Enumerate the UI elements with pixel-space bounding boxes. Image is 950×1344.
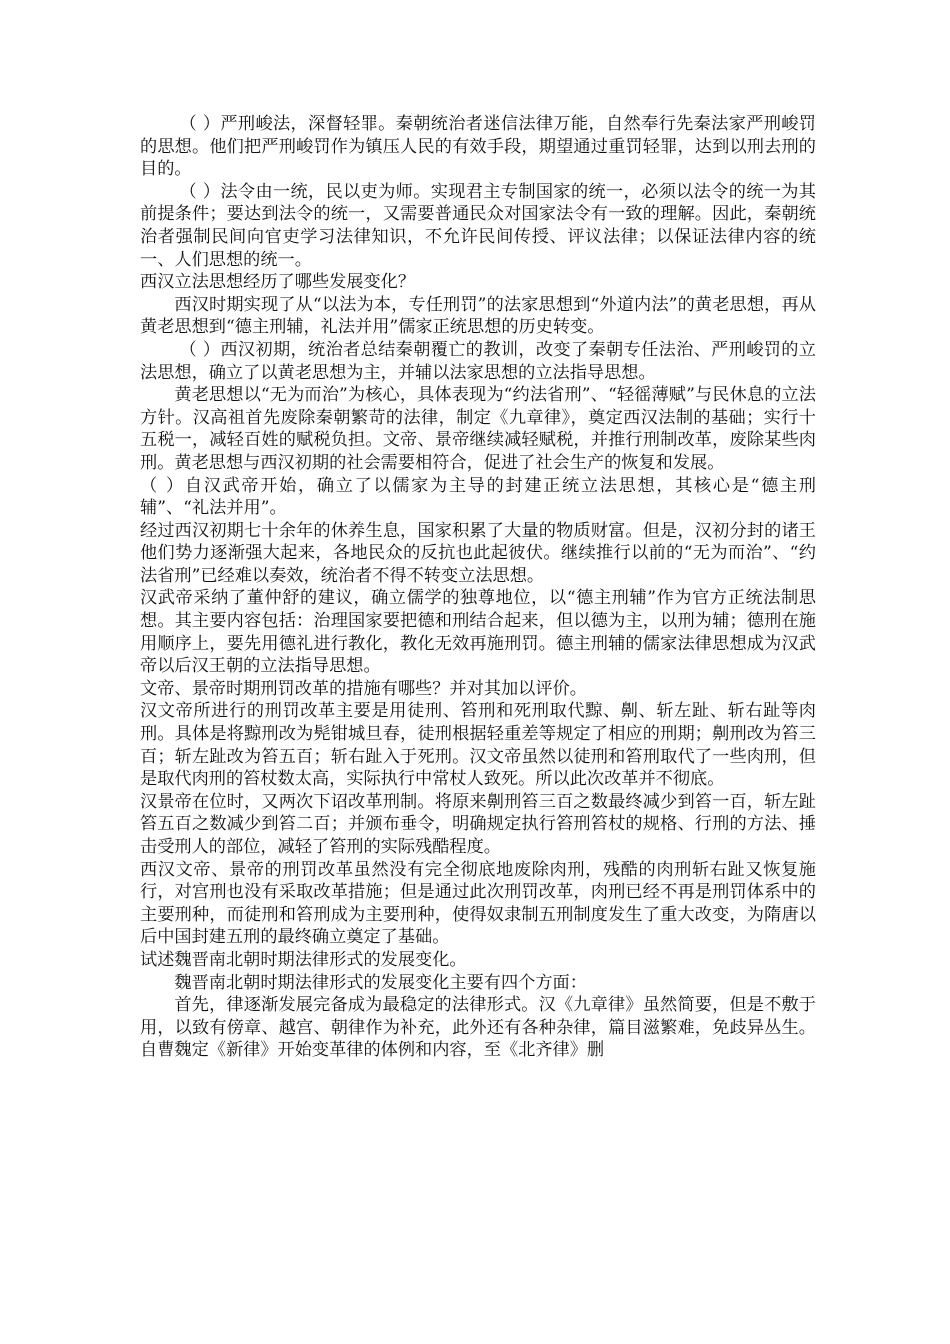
question-western-han-legislation: 西汉立法思想经历了哪些发展变化？ bbox=[140, 272, 416, 293]
question-punishment-reform: 文帝、景帝时期刑罚改革的措施有哪些？并对其加以评价。 bbox=[140, 678, 587, 699]
question-wei-jin-law-forms: 试述魏晋南北朝时期法律形式的发展变化。 bbox=[140, 949, 467, 970]
paragraph-dong-zhongshu: 汉武帝采纳了董仲舒的建议，确立儒学的独尊地位，以“德主刑辅”作为官方正统法制思想。其主要内容包括：治理国家要把德和刑结合起来，但以德为主，以刑为辅；德刑在施用顺序上，要先用德礼进行教化，教化无效再施刑罚。德主刑辅的儒家法律思想成为汉武帝以后汉王朝的立法指导思想。 bbox=[140, 588, 816, 677]
document-page bbox=[140, 113, 816, 1062]
paragraph-first-aspect: 首先，律逐渐发展完备成为最稳定的法律形式。汉《九章律》虽然简要，但是不敷于用，以致有傍章、越宫、朝律作为补充，此外还有各种杂律，篇目滋繁难，免歧异丛生。自曹魏定《新律》开始变革律的体例和内容，至《北齐律》删 bbox=[140, 995, 816, 1061]
paragraph-reform-evaluation: 西汉文帝、景帝的刑罚改革虽然没有完全彻底地废除肉刑，残酷的肉刑斩右趾又恢复施行，对宫刑也没有采取改革措施；但是通过此次刑罚改革，肉刑已经不再是刑罚体系中的主要刑种，而徒刑和笞刑成为主要刑种，使得奴隶制五刑制度发生了重大改变，为隋唐以后中国封建五刑的最终确立奠定了基础。 bbox=[140, 859, 816, 948]
paragraph-huang-lao: 黄老思想以“无为而治”为核心，具体表现为“约法省刑”、“轻徭薄赋”与民休息的立法方针。汉高祖首先废除秦朝繁苛的法律，制定《九章律》，奠定西汉法制的基础；实行十五税一，减轻百姓的赋税负担。文帝、景帝继续减轻赋税，并推行刑制改革，废除某些肉刑。黄老思想与西汉初期的社会需要相符合，促进了社会生产的恢复和发展。 bbox=[140, 385, 816, 473]
paragraph-han-transition: 西汉时期实现了从“以法为本，专任刑罚”的法家思想到“外道内法”的黄老思想，再从黄老思想到“德主刑辅，礼法并用”儒家正统思想的历史转变。 bbox=[140, 294, 816, 338]
paragraph-four-aspects: 魏晋南北朝时期法律形式的发展变化主要有四个方面： bbox=[174, 972, 587, 993]
paragraph-emperor-jing-reform: 汉景帝在位时，又两次下诏改革刑制。将原来劓刑笞三百之数最终减少到笞一百，斩左趾笞五百之数减少到笞二百；并颁布垂令，明确规定执行笞刑笞杖的规格、行刑的方法、捶击受刑人的部位，减轻了笞刑的实际残酷程度。 bbox=[140, 791, 816, 857]
paragraph-severe-punishment: （ ）严刑峻法，深督轻罪。秦朝统治者迷信法律万能，自然奉行先秦法家严刑峻罚的思想。他们把严刑峻罚作为镇压人民的有效手段，期望通过重罚轻罪，达到以刑去刑的目的。 bbox=[140, 114, 816, 180]
paragraph-emperor-wen-reform: 汉文帝所进行的刑罚改革主要是用徒刑、笞刑和死刑取代黥、劓、斩左趾、斩右趾等肉刑。具体是将黥刑改为髡钳城旦春，徒刑根据轻重差等规定了相应的刑期；劓刑改为笞三百；斩左趾改为笞五百；斩右趾入于死刑。汉文帝虽然以徒刑和笞刑取代了一些肉刑，但是取代肉刑的笞杖数太高，实际执行中常杖人致死。所以此次改革并不彻底。 bbox=[140, 701, 816, 790]
paragraph-seventy-years: 经过西汉初期七十余年的休养生息，国家积累了大量的物质财富。但是，汉初分封的诸王他们势力逐渐强大起来，各地民众的反抗也此起彼伏。继续推行以前的“无为而治”、“约法省刑”已经难以奏效，统治者不得不转变立法思想。 bbox=[140, 520, 816, 586]
paragraph-emperor-wu: （ ）自汉武帝开始，确立了以儒家为主导的封建正统立法思想，其核心是“德主刑辅”、“礼法并用”。 bbox=[140, 475, 816, 519]
paragraph-early-han: （ ）西汉初期，统治者总结秦朝覆亡的教训，改变了秦朝专任法治、严刑峻罚的立法思想，确立了以黄老思想为主，并辅以法家思想的立法指导思想。 bbox=[140, 339, 816, 383]
paragraph-unified-law: （ ）法令由一统，民以吏为师。实现君主专制国家的统一，必须以法令的统一为其前提条件；要达到法令的统一，又需要普通民众对国家法令有一致的理解。因此，秦朝统治者强制民间向官吏学习法律知识，不允许民间传授、评议法律；以保证法律内容的统一、人们思想的统一。 bbox=[140, 181, 816, 270]
